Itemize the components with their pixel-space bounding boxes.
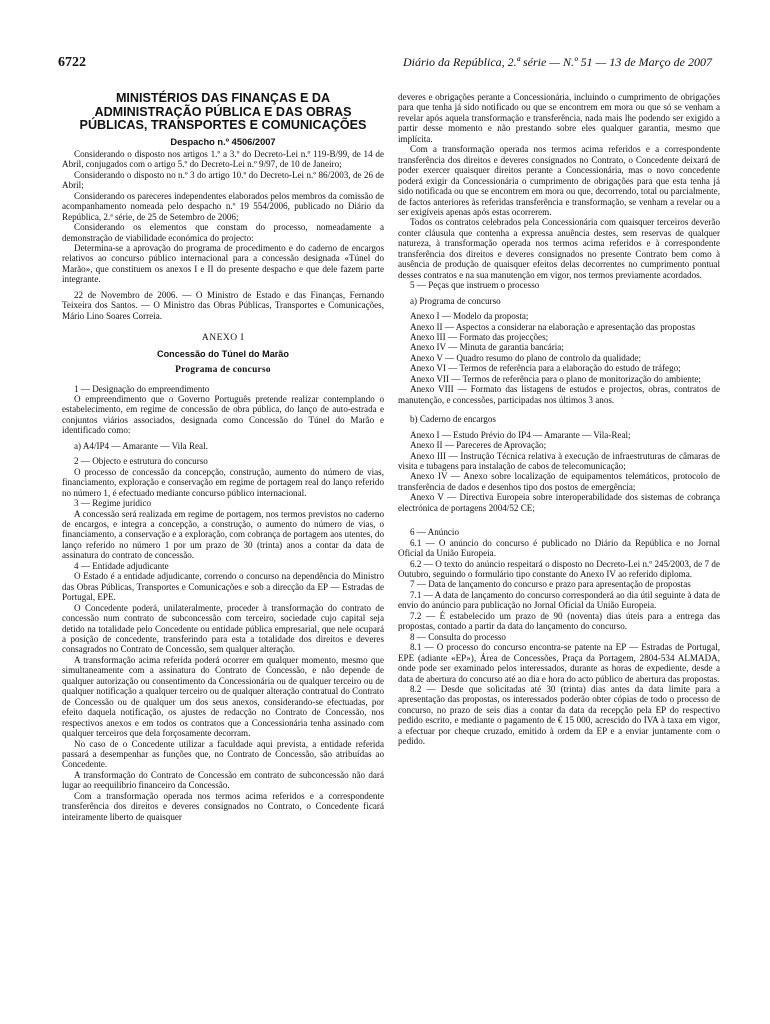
programa-title: Programa de concurso — [175, 365, 271, 376]
paragraph: 7.2 — É estabelecido um prazo de 90 (noventa) dias úteis para a entrega das propostas, contado a partir da data do lançamento do concurso. — [398, 610, 720, 632]
section-heading: 7 — Data de lançamento do concurso e prazo para apresentação de propostas — [410, 579, 691, 590]
paragraph: O processo de concessão da concepção, construção, aumento do número de vias, financiamento, exploração e conservação em regime de portagem real do lanço referido no número 1, é efectuado mediante concurso público internacional. — [62, 466, 384, 498]
paragraph: No caso de o Concedente utilizar a faculdade aqui prevista, a entidade referida passará a desempenhar as funções que, no Contrato de Concessão, são atribuídas ao Concedente. — [62, 738, 384, 770]
paragraph: Todos os contratos celebrados pela Concessionária com quaisquer terceiros deverão conter cláusula que contenha a expressa anuência destes, sem reservas de qualquer natureza, à transformação operada nos termos acima referidos e à correspondente transferência dos direitos e deveres consignados no presente Contrato bem como à ausência de produção de quaisquer efeitos delas decorrentes no cumprimento pontual desses contratos e na sua manutenção em vigor, nos termos previamente acordados. — [398, 217, 720, 280]
section-heading: 8 — Consulta do processo — [410, 631, 506, 642]
paragraph: 6.1 — O anúncio do concurso é publicado no Diário da República e no Jornal Oficial da União Europeia. — [398, 537, 720, 559]
paragraph: A transformação do Contrato de Concessão em contrato de subconcessão não dará lugar ao reequilíbrio financeiro da Concessão. — [62, 769, 384, 791]
list-item: Anexo V — Directiva Europeia sobre interoperabilidade dos sistemas de cobrança electrónica de portagens 2004/52 CE; — [398, 492, 720, 513]
paragraph: O Concedente poderá, unilateralmente, proceder à transformação do contrato de concessão num contrato de subconcessão com terceiro, sociedade cujo capital seja detido na totalidade pelo Concedente ou entidade pública empresarial, que nele ocupará a posição de concedente, transferindo para esta a totalidade dos direitos e deveres consagrados no Contrato de Concessão, sem qualquer alteração. — [62, 602, 384, 655]
list-item: a) A4/IP4 — Amarante — Vila Real. — [74, 440, 208, 451]
list-item: Anexo VI — Termos de referência para a elaboração do estudo de tráfego; — [410, 363, 681, 374]
paragraph: 8.1 — O processo do concurso encontra-se patente na EP — Estradas de Portugal, EPE (adiante «EP»), Área de Concessões, Praça da Portagem, 2804-534 ALMADA, onde pode ser examinado pelos interessados, durante as horas de expediente, desde a data de abertura do concurso até ao dia e hora do acto público de abertura das propostas. — [398, 642, 720, 684]
paragraph: Considerando os elementos que constam do processo, nomeadamente a demonstração de viabilidade económica do projecto: — [62, 222, 384, 243]
paragraph: Considerando os pareceres independentes elaborados pelos membros da comissão de acompanhamento nomeada pelo despacho n.º 19 554/2006, publicado no Diário da República, 2.ª série, de 25 de Setembro de 2006; — [62, 190, 384, 222]
section-heading: 1 — Designação do empreendimento — [74, 383, 210, 394]
paragraph: deveres e obrigações perante a Concessionária, incluindo o cumprimento de obrigações para que tenha já sido notificado ou que se encontrem em mora ou que só se venham a revelar após aquela transformação e transferência, nada mais lhe podendo ser exigido a partir desse momento e não prestando sobre eles qualquer garantia, mesmo que implícita. — [398, 92, 720, 144]
list-item: Anexo IV — Anexo sobre localização de equipamentos telemáticos, protocolo de transferência de dados e desenhos tipo dos postos de emergência; — [398, 471, 720, 492]
running-title: Diário da República, 2.ª série — N.º 51 — 13 de Março de 2007 — [403, 55, 712, 69]
paragraph: A concessão será realizada em regime de portagem, nos termos previstos no caderno de encargos, e integra a concepção, a construção, o aumento do número de vias, o financiamento, a conservação e a exploração, com cobrança de portagem aos utentes, do lanço referido no número 1 por um prazo de 30 (trinta) anos a contar da data de assinatura do contrato de concessão. — [62, 508, 384, 561]
concession-title: Concessão do Túnel do Marão — [157, 348, 289, 359]
list-item: Anexo I — Modelo da proposta; — [410, 311, 529, 322]
paragraph: O empreendimento que o Governo Português pretende realizar contemplando o estabelecimento, em regime de concessão de obra pública, do lanço de auto-estrada e conjuntos viários associados, designada como Concessão do Túnel do Marão e identificado como: — [62, 394, 384, 436]
paragraph: 8.2 — Desde que solicitadas até 30 (trinta) dias antes da data limite para a apresentação das propostas, os interessados poderão obter cópias de todo o processo de concurso, no prazo de seis dias a contar da data da recepção pela EP do respectivo pedido escrito, e mediante o pagamento de € 15 000, acrescido do IVA à taxa em vigor, a efectuar por cheque cruzado, emitido à ordem da EP e a enviar juntamente com o pedido. — [398, 684, 720, 747]
signature-paragraph: 22 de Novembro de 2006. — O Ministro de Estado e das Finanças, Fernando Teixeira dos Santos. — O Ministro das Obras Públicas, Transportes e Comunicações, Mário Lino Soares Correia. — [62, 289, 384, 321]
list-item: Anexo VII — Termos de referência para o plano de monitorização do ambiente; — [410, 373, 701, 384]
paragraph: Com a transformação operada nos termos acima referidos e a correspondente transferência dos direitos e deveres consignados no Contrato, o Concedente ficará inteiramente liberto de quaisquer — [62, 790, 384, 822]
section-heading: 5 — Peças que instruem o processo — [410, 280, 540, 291]
list-item: Anexo V — Quadro resumo do plano de controlo da qualidade; — [410, 352, 641, 363]
list-item: Anexo III — Formato das projecções; — [410, 331, 549, 342]
list-item: Anexo II — Pareceres de Aprovação; — [410, 440, 547, 451]
left-column — [62, 92, 384, 822]
paragraph: 6.2 — O texto do anúncio respeitará o disposto no Decreto-Lei n.º 245/2003, de 7 de Outubro, seguindo o formulário tipo constante do Anexo IV ao referido diploma. — [398, 558, 720, 580]
list-item: Anexo VIII — Formato das listagens de estudos e projectos, obras, contratos de manutenção, e concessões, participadas nos últimos 3 anos. — [398, 384, 720, 405]
annex-title: ANEXO I — [201, 333, 245, 344]
ministries-heading: MINISTÉRIOS DAS FINANÇAS E DA ADMINISTRAÇÃO PÚBLICA E DAS OBRAS PÚBLICAS, TRANSPORTES E COMUNICAÇÕES — [79, 91, 367, 132]
page-number: 6722 — [58, 55, 86, 70]
list-item: Anexo II — Aspectos a considerar na elaboração e apresentação das propostas — [410, 321, 696, 332]
paragraph: Considerando o disposto nos artigos 1.º a 3.º do Decreto-Lei n.º 119-B/99, de 14 de Abril, conjugados com o artigo 5.º do Decreto-Lei n.º 9/97, de 10 de Janeiro; — [62, 148, 384, 170]
paragraph: Considerando o disposto no n.º 3 do artigo 10.º do Decreto-Lei n.º 86/2003, de 26 de Abril; — [62, 169, 384, 191]
section-heading: 4 — Entidade adjudicante — [74, 560, 169, 571]
page-header — [58, 55, 712, 71]
despacho-title: Despacho n.º 4506/2007 — [170, 136, 276, 147]
subsection-heading: a) Programa de concurso — [410, 295, 501, 306]
paragraph: Determina-se a aprovação do programa de procedimento e do caderno de encargos relativos ao concurso público internacional para a concessão designada «Túnel do Marão», que constituem os anexos I e II do presente despacho e que dele fazem parte integrante. — [62, 243, 384, 285]
list-item: Anexo IV — Minuta de garantia bancária; — [410, 342, 564, 353]
list-item: Anexo I — Estudo Prévio do IP4 — Amarante — Vila-Real; — [410, 429, 631, 440]
paragraph: O Estado é a entidade adjudicante, correndo o concurso na dependência do Ministro das Obras Públicas, Transportes e Comunicações e sob a direcção da EP — Estradas de Portugal, EPE. — [62, 571, 384, 603]
section-heading: 6 — Anúncio — [410, 527, 460, 538]
section-heading: 3 — Regime jurídico — [74, 498, 152, 509]
list-item: Anexo III — Instrução Técnica relativa à execução de infraestruturas de câmaras de visita e tubagens para instalação de cabos de telecomunicação; — [398, 450, 720, 471]
paragraph: 7.1 — A data de lançamento do concurso corresponderá ao dia útil seguinte à data de envio do anúncio para publicação no Jornal Oficial da União Europeia. — [398, 589, 720, 611]
paragraph: A transformação acima referida poderá ocorrer em qualquer momento, mesmo que simultaneamente com a assinatura do Contrato de Concessão, e não depende de qualquer autorização ou consentimento da Concessionária ou de qualquer terceiro ou de qualquer notificação a qualquer terceiro ou de qualquer alteração contratual do Contrato de Concessão ou de qualquer um dos seus anexos, considerando-se efectuadas, por efeito daquela notificação, os ajustes de redacção no Contrato de Concessão, nos respectivos anexos e em todos os contratos que a Concessionária tenha assinado com qualquer terceiros que dela forçosamente decorram. — [62, 654, 384, 739]
paragraph: Com a transformação operada nos termos acima referidos e a correspondente transferência dos direitos e deveres consignados no Contrato, o Concedente deixará de poder exercer quaisquer direitos perante a Concessionária, mas o novo concedente poderá exigir da Concessionária o cumprimento de obrigações para que esta tenha já sido notificada ou que se encontrem em mora ou que, decorrendo, total ou parcialmente, de factos anteriores às referidas transferência e transformação, se venham a revelar ou a ser exigíveis apenas após estas ocorrerem. — [398, 144, 720, 217]
right-column — [398, 92, 720, 747]
section-heading: 2 — Objecto e estrutura do concurso — [74, 456, 208, 467]
subsection-heading: b) Caderno de encargos — [410, 414, 496, 425]
